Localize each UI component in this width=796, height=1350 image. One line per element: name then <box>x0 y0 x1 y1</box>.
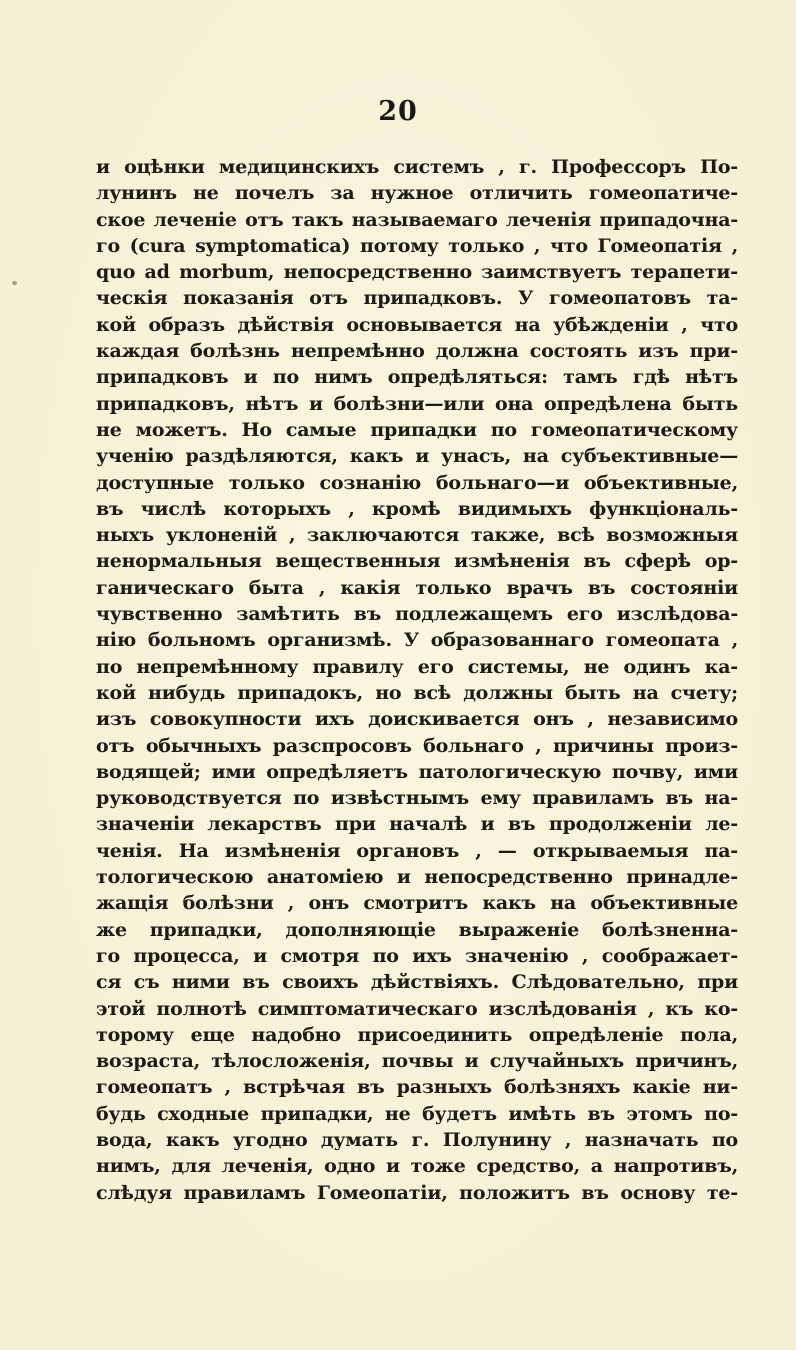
text-line: этой полнотѣ симптоматическаго изслѣдованія , къ ко- <box>96 997 738 1020</box>
text-line: чувственно замѣтить въ подлежащемъ его изслѣдова- <box>96 603 738 626</box>
text-line: ганическаго быта , какія только врачъ въ состояніи <box>96 576 738 599</box>
text-line: отъ обычныхъ разспросовъ больнаго , причины произ- <box>96 734 738 757</box>
text-line: слѣдуя правиламъ Гомеопатіи, положитъ въ основу те- <box>96 1181 738 1204</box>
text-line: водящей; ими опредѣляетъ патологическую почву, ими <box>96 760 738 783</box>
text-line: ненормальныя вещественныя измѣненія въ сферѣ ор- <box>96 550 738 573</box>
text-line: будь сходные припадки, не будетъ имѣть въ этомъ по- <box>96 1102 738 1125</box>
text-line: ныхъ уклоненій , заключаются также, всѣ возможныя <box>96 524 738 547</box>
text-line: припадковъ, нѣтъ и болѣзни—или она опредѣлена быть <box>96 392 738 415</box>
paper-spot <box>12 281 17 285</box>
text-line: тологическою анатоміею и непосредственно принадле- <box>96 866 738 889</box>
text-line: нію больномъ организмѣ. У образованнаго гомеопата , <box>96 629 738 652</box>
text-line: припадковъ и по нимъ опредѣляться: тамъ гдѣ нѣтъ <box>96 366 738 389</box>
page-number: 20 <box>378 96 418 127</box>
text-line: ское леченіе отъ такъ называемаго леченія припадочна- <box>96 208 738 231</box>
text-line: ческія показанія отъ припадковъ. У гомеопатовъ та- <box>96 287 738 310</box>
text-line: го процесса, и смотря по ихъ значенію , соображает- <box>96 944 738 967</box>
text-line: ся съ ними въ своихъ дѣйствіяхъ. Слѣдовательно, при <box>96 971 738 994</box>
text-line: значеніи лекарствъ при началѣ и въ продолженіи ле- <box>96 813 738 836</box>
text-line: кой нибудь припадокъ, но всѣ должны быть на счету; <box>96 681 738 704</box>
text-line: изъ совокупности ихъ доискивается онъ , независимо <box>96 708 738 731</box>
text-line: не можетъ. Но самые припадки по гомеопатическому <box>96 418 738 441</box>
text-line: кой образъ дѣйствія основывается на убѣжденіи , что <box>96 313 738 336</box>
text-line: торому еще надобно присоединить опредѣленіе пола, <box>96 1023 738 1046</box>
text-line: жащія болѣзни , онъ смотритъ какъ на объективные <box>96 892 738 915</box>
text-line: нимъ, для леченія, одно и тоже средство, а напротивъ, <box>96 1155 738 1178</box>
text-line: вода, какъ угодно думать г. Полунину , назначать по <box>96 1128 738 1151</box>
body-text <box>96 154 738 1206</box>
text-line: въ числѣ которыхъ , кромѣ видимыхъ функціональ- <box>96 497 738 520</box>
text-line: ученію раздѣляются, какъ и унасъ, на субъективные— <box>96 445 738 468</box>
text-line: же припадки, дополняющіе выраженіе болѣзненна- <box>96 918 738 941</box>
text-line: ченія. На измѣненія органовъ , — открываемыя па- <box>96 839 738 862</box>
text-line: и оцѣнки медицинскихъ системъ , г. Профессоръ По- <box>96 156 738 178</box>
text-line: гомеопатъ , встрѣчая въ разныхъ болѣзняхъ какіе ни- <box>96 1076 738 1099</box>
text-line: по непремѣнному правилу его системы, не одинъ ка- <box>96 655 738 678</box>
text-line: quo ad morbum, непосредственно заимствуетъ терапети- <box>96 261 738 284</box>
text-line: лунинъ не почелъ за нужное отличить гомеопатиче- <box>96 182 738 205</box>
text-line: возраста, тѣлосложенія, почвы и случайныхъ причинъ, <box>96 1050 738 1073</box>
text-line: го (cura symptomatica) потому только , что Гомеопатія , <box>96 234 738 257</box>
text-line: руководствуется по извѣстнымъ ему правиламъ въ на- <box>96 787 738 810</box>
text-line: каждая болѣзнь непремѣнно должна состоять изъ при- <box>96 340 738 363</box>
text-line: доступные только сознанію больнаго—и объективные, <box>96 471 738 494</box>
